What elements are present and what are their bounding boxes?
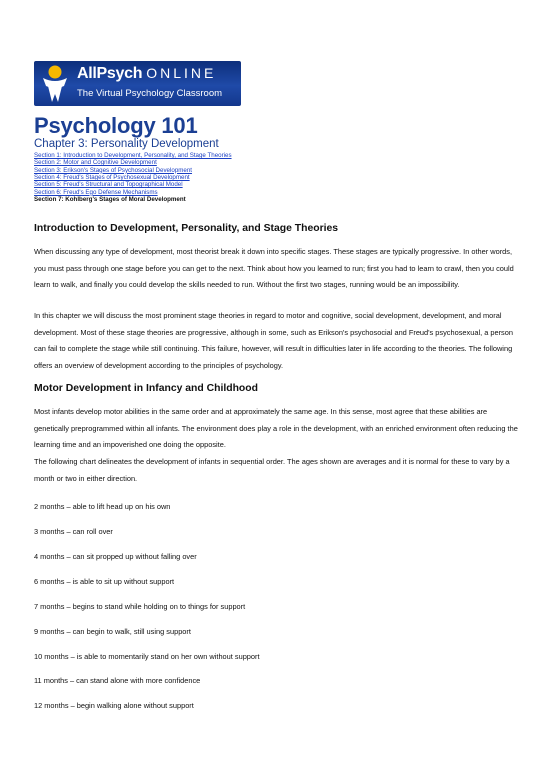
toc-link-section-1[interactable]: Section 1: Introduction to Development, Personality, and Stage Theories [34,152,232,159]
milestone-item: 7 months – begins to stand while holding on to things for support [34,602,246,611]
intro-heading: Introduction to Development, Personality, and Stage Theories [34,223,339,234]
milestone-item: 6 months – is able to sit up without support [34,577,175,586]
section-navigation [34,152,232,203]
milestone-item: 3 months – can roll over [34,527,113,536]
milestone-item: 12 months – begin walking alone without support [34,701,194,710]
course-title: Psychology 101 [34,113,198,138]
toc-link-section-3[interactable]: Section 3: Erikson's Stages of Psychosocial Development [34,166,193,174]
toc-link-section-6[interactable]: Section 6: Freud's Ego Defense Mechanisms [34,188,158,196]
allpsych-logo-icon [40,64,70,104]
toc-link-section-4[interactable]: Section 4: Freud's Stages of Psychosexual Development [34,174,190,182]
milestone-item: 2 months – able to lift head up on his own [34,502,171,511]
allpsych-banner[interactable] [34,61,241,106]
intro-paragraph-2: In this chapter we will discuss the most prominent stage theories in regard to motor and cognitive, social development, development, and moral development. Most of these stage theories are progressive, although in some, such as Erikson's psychosocial and Freud's psychosexual, a person can fail to complete the stage while still continuing. This failure, however, will result in difficulties later in life according to the theories. The following offers an overview of development according to the principles of psychology. [34,311,513,370]
intro-paragraph-1: When discussing any type of development, most theorist break it down into specific stages. These stages are typically progressive. In other words, you must pass through one stage before you can get to the next. Think about how you learned to run; first you had to learn to crawl, then you could learn to walk, and finally you could develop the skills needed to run. Without the first two stages, running would be an impossibility. [34,247,514,289]
chapter-title: Chapter 3: Personality Development [34,138,219,150]
milestone-item: 9 months – can begin to walk, still using support [34,627,191,636]
brand-name: AllPsych ONLINE [77,65,217,82]
motor-paragraph-2: The following chart delineates the development of infants in sequential order. The ages shown are averages and it is normal for these to vary by a month or two in either direction. [34,457,510,483]
toc-link-section-5[interactable]: Section 5: Freud's Structural and Topographical Model [34,181,183,189]
toc-link-section-2[interactable]: Section 2: Motor and Cognitive Development [34,159,157,167]
brand-suffix: ONLINE [146,65,217,81]
milestone-item: 11 months – can stand alone with more confidence [34,676,201,685]
motor-paragraph-1: Most infants develop motor abilities in the same order and at approximately the same age. In this sense, most agree that these abilities are genetically preprogrammed within all infants. The environment does play a role in the development, with an enriched environment often reducing the learning time and an impoverished one doing the opposite. [34,407,518,449]
milestone-item: 4 months – can sit propped up without falling over [34,552,197,561]
motor-heading: Motor Development in Infancy and Childhood [34,383,258,394]
milestone-item: 10 months – is able to momentarily stand on her own without support [34,652,260,661]
brand-tagline: The Virtual Psychology Classroom [77,88,223,99]
toc-current-section: Section 7: Kohlberg's Stages of Moral Development [34,196,186,204]
